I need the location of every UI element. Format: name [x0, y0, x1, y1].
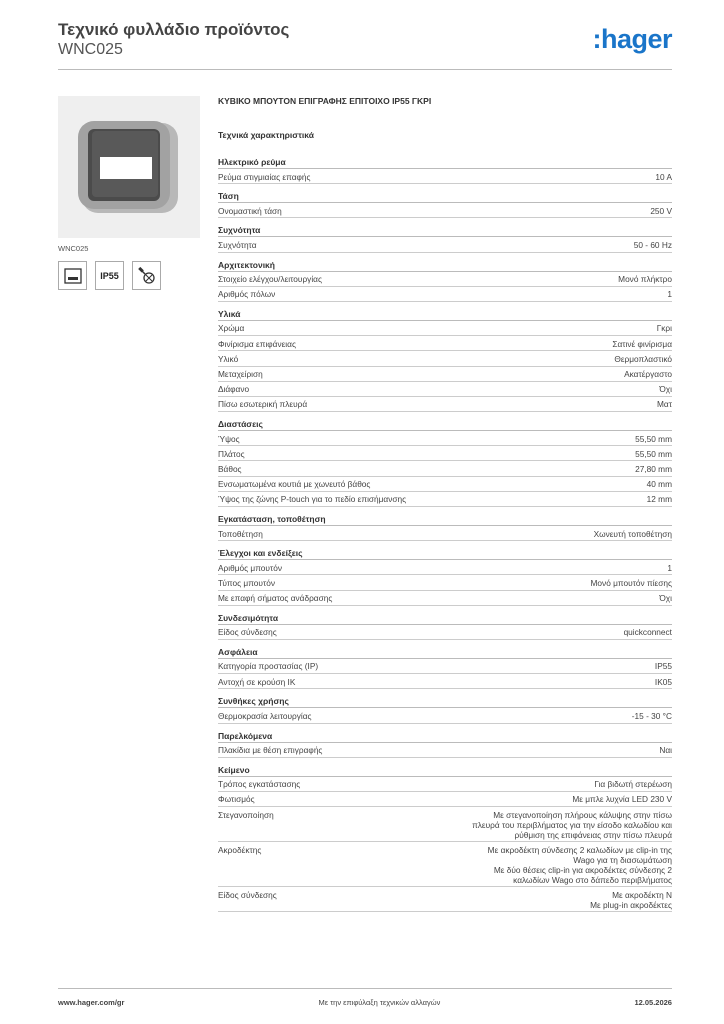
spec-key: Αριθμός μπουτόν	[218, 562, 282, 573]
spec-section	[218, 418, 672, 507]
tech-specs-title: Τεχνικά χαρακτηριστικά	[218, 130, 314, 140]
spec-value: 1	[667, 289, 672, 300]
led-illumination-icon	[132, 261, 161, 290]
spec-row	[218, 397, 672, 412]
spec-key: Στοιχείο ελέγχου/λειτουργίας	[218, 274, 322, 285]
spec-section	[218, 156, 672, 184]
spec-value: 40 mm	[646, 479, 672, 490]
spec-section	[218, 259, 672, 302]
spec-row	[218, 674, 672, 689]
spec-key: Πλάτος	[218, 448, 245, 459]
section-title: Συνθήκες χρήσης	[218, 695, 672, 708]
product-name: ΚΥΒΙΚΟ ΜΠΟΥΤΟΝ ΕΠΙΓΡΑΦΗΣ ΕΠΙΤΟΙΧΟ IP55 ΓΚΡΙ	[218, 96, 432, 106]
product-image	[58, 96, 200, 238]
spec-key: Πλακίδια με θέση επιγραφής	[218, 745, 323, 755]
spec-key: Είδος σύνδεσης	[218, 627, 277, 638]
spec-value: Με μπλε λυχνία LED 230 V	[572, 794, 672, 805]
spec-value: Με ακροδέκτη σύνδεσης 2 καλωδίων με clip-in της Wago για τη διασωμάτωση Με δύο θέσεις clip-in για ακροδέκτες σύνδεσης 2 καλωδίων Wago στο δάπεδο περιβλήματος	[487, 844, 672, 885]
spec-key: Φωτισμός	[218, 794, 255, 805]
spec-value: Μονό μπουτόν πίεσης	[590, 577, 672, 588]
spec-key: Πίσω εσωτερική πλευρά	[218, 399, 308, 410]
spec-row	[218, 842, 672, 887]
spec-row	[218, 431, 672, 446]
section-title: Ηλεκτρικό ρεύμα	[218, 156, 672, 169]
spec-row	[218, 807, 672, 842]
page-header	[58, 20, 672, 70]
spec-row	[218, 792, 672, 807]
section-title: Κείμενο	[218, 764, 672, 777]
spec-row	[218, 560, 672, 575]
spec-key: Αντοχή σε κρούση IK	[218, 676, 296, 687]
spec-value: Για βιδωτή στερέωση	[594, 779, 672, 790]
spec-value: 55,50 mm	[635, 448, 672, 459]
spec-key: Κατηγορία προστασίας (IP)	[218, 661, 319, 672]
spec-value: IK05	[654, 676, 672, 687]
spec-value: quickconnect	[623, 627, 672, 638]
footer-website-link[interactable]: www.hager.com/gr	[58, 998, 125, 1007]
spec-key: Υλικό	[218, 353, 239, 364]
spec-key: Τύπος μπουτόν	[218, 577, 275, 588]
label-field-icon	[58, 261, 87, 290]
spec-section	[218, 695, 672, 723]
spec-row	[218, 169, 672, 184]
spec-section	[218, 730, 672, 758]
spec-row	[218, 887, 672, 912]
spec-value: 10 A	[655, 171, 672, 182]
spec-row	[218, 351, 672, 366]
section-title: Παρελκόμενα	[218, 730, 672, 743]
spec-key: Μεταχείριση	[218, 369, 263, 379]
spec-key: Φινίρισμα επιφάνειας	[218, 338, 296, 349]
section-title: Συχνότητα	[218, 224, 672, 237]
hager-logo: :hager	[592, 24, 672, 54]
spec-row	[218, 287, 672, 302]
spec-sections	[218, 156, 672, 912]
section-title: Συνδεσιμότητα	[218, 612, 672, 625]
spec-key: Με επαφή σήματος ανάδρασης	[218, 593, 333, 604]
spec-section	[218, 764, 672, 912]
spec-value: Όχι	[659, 384, 672, 395]
spec-key: Ύψος	[218, 433, 240, 444]
spec-row	[218, 336, 672, 351]
spec-key: Θερμοκρασία λειτουργίας	[218, 710, 312, 721]
spec-key: Αριθμός πόλων	[218, 289, 276, 300]
document-title: Τεχνικό φυλλάδιο προϊόντος	[58, 20, 290, 39]
spec-section	[218, 513, 672, 541]
spec-row	[218, 446, 672, 461]
product-image-caption: WNC025	[58, 244, 89, 253]
spec-row	[218, 777, 672, 792]
spec-value: Ναι	[659, 745, 672, 755]
spec-key: Τοποθέτηση	[218, 528, 263, 539]
spec-value: 12 mm	[646, 494, 672, 505]
page-footer	[58, 988, 672, 1007]
spec-key: Χρώμα	[218, 323, 245, 334]
spec-row	[218, 492, 672, 507]
spec-section	[218, 646, 672, 689]
spec-row	[218, 708, 672, 723]
spec-value: 1	[667, 562, 672, 573]
spec-value: Γκρι	[656, 323, 672, 334]
spec-value: Θερμοπλαστικό	[614, 353, 672, 364]
spec-value: 27,80 mm	[635, 463, 672, 474]
section-title: Υλικά	[218, 308, 672, 321]
certification-icons	[58, 261, 161, 290]
spec-value: 50 - 60 Hz	[633, 239, 672, 250]
spec-row	[218, 237, 672, 252]
spec-row	[218, 461, 672, 476]
section-title: Εγκατάσταση, τοποθέτηση	[218, 513, 672, 526]
spec-value: Όχι	[659, 593, 672, 604]
spec-row	[218, 367, 672, 382]
spec-value: Σατινέ φινίρισμα	[612, 338, 672, 349]
spec-key: Ονομαστική τάση	[218, 205, 282, 216]
spec-row	[218, 203, 672, 218]
spec-row	[218, 382, 672, 397]
spec-value: Ακατέργαστο	[624, 369, 672, 379]
spec-key: Βάθος	[218, 463, 242, 474]
spec-value: Μονό πλήκτρο	[618, 274, 672, 285]
section-title: Διαστάσεις	[218, 418, 672, 431]
spec-row	[218, 575, 672, 590]
spec-value: -15 - 30 °C	[631, 710, 672, 721]
ip55-badge: IP55	[95, 261, 124, 290]
section-title: Ασφάλεια	[218, 646, 672, 659]
spec-value: 250 V	[650, 205, 672, 216]
spec-key: Ενσωματωμένα κουτιά με χωνευτό βάθος	[218, 479, 371, 490]
spec-value: Ματ	[657, 399, 672, 410]
spec-row	[218, 321, 672, 336]
spec-value: Χωνευτή τοποθέτηση	[593, 528, 672, 539]
spec-section	[218, 190, 672, 218]
spec-value: 55,50 mm	[635, 433, 672, 444]
spec-key: Συχνότητα	[218, 239, 257, 250]
spec-key: Είδος σύνδεσης	[218, 889, 277, 900]
footer-note: Με την επιφύλαξη τεχνικών αλλαγών	[318, 998, 441, 1007]
push-button-box-icon	[74, 117, 184, 217]
spec-value: Με στεγανοποίηση πλήρους κάλυψης στην πίσω πλευρά του περιβλήματος για την είσοδο καλωδίου και ρύθμιση της επιφάνειας στην πίσω πλευρά	[472, 809, 672, 840]
spec-section	[218, 224, 672, 252]
spec-section	[218, 547, 672, 606]
spec-key: Ρεύμα στιγμιαίας επαφής	[218, 171, 311, 182]
footer-date: 12.05.2026	[634, 998, 672, 1007]
spec-key: Διάφανο	[218, 384, 250, 395]
spec-row	[218, 659, 672, 674]
spec-row	[218, 625, 672, 640]
spec-section	[218, 612, 672, 640]
spec-row	[218, 526, 672, 541]
spec-key: Τρόπος εγκατάστασης	[218, 779, 301, 790]
spec-row	[218, 591, 672, 606]
spec-key: Ακροδέκτης	[218, 844, 262, 855]
spec-key: Στεγανοποίηση	[218, 809, 274, 820]
spec-row	[218, 272, 672, 287]
spec-main	[218, 96, 672, 918]
section-title: Έλεγχοι και ενδείξεις	[218, 547, 672, 560]
product-code-heading: WNC025	[58, 41, 123, 58]
spec-value: IP55	[654, 661, 672, 672]
section-title: Αρχιτεκτονική	[218, 259, 672, 272]
spec-row	[218, 743, 672, 758]
spec-section	[218, 308, 672, 412]
spec-key: Ύψος της ζώνης P-touch για το πεδίο επισήμανσης	[218, 494, 407, 505]
section-title: Τάση	[218, 190, 672, 203]
spec-row	[218, 477, 672, 492]
spec-value: Με ακροδέκτη N Με plug-in ακροδέκτες	[590, 889, 672, 910]
